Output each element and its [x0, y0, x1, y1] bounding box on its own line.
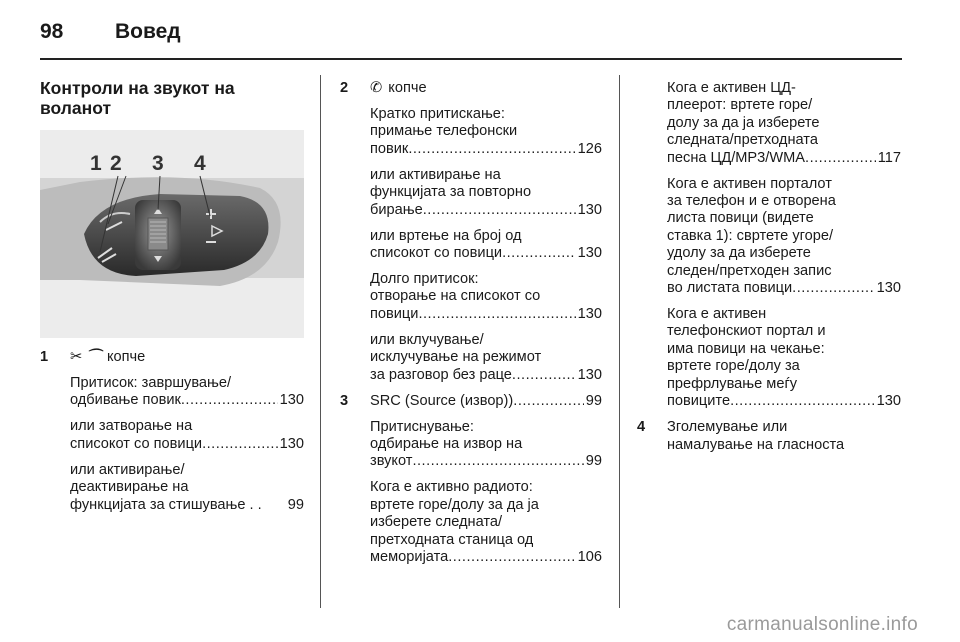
entry-line: одбирање на извор на [370, 436, 523, 453]
entry-ref-line [70, 392, 304, 409]
item-heading: копче [106, 349, 146, 365]
entry-line: Притиснување: [370, 418, 474, 435]
entry-line: или активирање/ [70, 461, 185, 478]
page-ref: 130 [577, 366, 602, 383]
entry [370, 332, 602, 384]
leader-dots [418, 306, 575, 323]
entry-ref-line [370, 549, 602, 566]
entry-line: намалување на гласноста [667, 436, 845, 453]
entry-line: префрлување меѓу [667, 375, 798, 392]
entry-line: плеерот: вртете горе/ [667, 97, 813, 114]
entry-ref-line [370, 453, 602, 470]
leader-dots [202, 436, 278, 453]
entry-line: за телефон и е отворена [667, 193, 836, 210]
leader-dots [730, 393, 875, 410]
column-2-items [340, 80, 602, 575]
entry-line: повици [370, 305, 419, 322]
entry-line: телефонскиот портал и [667, 323, 826, 340]
entry-line: исклучување на режимот [370, 349, 542, 366]
page-ref: 130 [279, 435, 304, 452]
page-ref: 117 [877, 149, 901, 166]
entry-ref-line [70, 436, 304, 453]
entry [370, 228, 602, 263]
entry-line: функцијата за повторно [370, 184, 532, 201]
item-number: 3 [340, 392, 349, 409]
entry-line: меморијата [370, 549, 449, 566]
page-ref: 106 [577, 549, 602, 566]
item-1 [40, 349, 304, 514]
entry-line: во листата повици [667, 280, 793, 297]
header-rule [40, 58, 902, 60]
page-ref: 99 [287, 496, 304, 513]
figure-callout: 1 [90, 152, 102, 175]
item-4 [637, 419, 901, 454]
item-heading-line [70, 349, 304, 366]
leader-dots [805, 150, 876, 167]
entry-ref-line [370, 367, 602, 384]
page-ref: 130 [577, 201, 602, 218]
entry-ref-line [667, 150, 901, 167]
entry-line: примање телефонски [370, 123, 518, 140]
leader-dots [512, 367, 576, 384]
leader-dots [423, 202, 576, 219]
watermark: carmanualsonline.info [726, 614, 918, 635]
item-2 [340, 80, 602, 384]
entry-line: списокот со повици [370, 245, 503, 262]
entry [70, 418, 304, 453]
entry-line: или вртење на број од [370, 227, 522, 244]
entry-line: листа повици (видете [667, 210, 814, 227]
item-number: 2 [340, 80, 349, 96]
entry-line: или вклучување/ [370, 331, 484, 348]
page-ref: 130 [577, 245, 602, 262]
column-divider [619, 75, 620, 608]
entry-line: Кога е активен [667, 306, 767, 323]
entry-line: бирање [370, 201, 423, 218]
section-title: Контроли на звукот на воланот [40, 78, 235, 118]
entry-line: претходната станица од [370, 531, 534, 548]
entry [667, 306, 901, 410]
figure-callout: 2 [110, 152, 122, 175]
item-number: 4 [637, 419, 646, 436]
entry-ref-line [370, 306, 602, 323]
entry-line: изберете следната/ [370, 514, 503, 531]
entry [370, 419, 602, 471]
entry-ref-line [70, 497, 304, 514]
column-1-items [40, 349, 304, 523]
entry-line: деактивирање на [70, 479, 189, 496]
item-heading-line [370, 393, 602, 410]
item-3 [340, 393, 602, 567]
leader-dots [181, 392, 278, 409]
entry-line: долу за да ја изберете [667, 114, 820, 131]
page-ref: 99 [585, 453, 602, 470]
entry-line: или активирање на [370, 166, 501, 183]
entry-line: звукот [370, 453, 413, 470]
item-number: 1 [40, 349, 49, 365]
entry [370, 479, 602, 566]
entry-line: Кога е активен порталот [667, 175, 832, 192]
item-heading: SRC (Source (извор)) [370, 392, 514, 409]
entry-line: удолу за да изберете [667, 245, 811, 262]
leader-dots [513, 393, 584, 410]
entry-line: Кога е активно радиото: [370, 479, 533, 496]
entry [667, 80, 901, 167]
item-heading-line [370, 80, 602, 97]
entry-line: списокот со повици [70, 435, 203, 452]
leader-dots [792, 280, 874, 297]
entry [667, 419, 901, 454]
entry [370, 106, 602, 158]
page-ref: 130 [577, 305, 602, 322]
entry-line: повик [370, 140, 409, 157]
steering-wheel-controls-illustration [40, 130, 304, 338]
entry-ref-line [370, 245, 602, 262]
entry [667, 176, 901, 298]
page-ref: 126 [577, 140, 602, 157]
entry-line: отворање на списокот со [370, 288, 541, 305]
entry [70, 375, 304, 410]
entry-line: следен/претходен запис [667, 262, 832, 279]
leader-dots [408, 141, 575, 158]
entry-line: Кога е активен ЦД- [667, 80, 796, 96]
entry-ref-line [667, 393, 901, 410]
figure-callout: 3 [152, 152, 164, 175]
entry-line: Зголемување или [667, 419, 788, 436]
entry-line: ставка 1): свртете угоре/ [667, 227, 834, 244]
entry-line: вртете горе/долу за да ја [370, 496, 539, 513]
leader-dots [502, 245, 576, 262]
page-ref: 130 [876, 393, 901, 410]
page-ref: 130 [876, 280, 901, 297]
entry-ref-line [370, 141, 602, 158]
steering-wheel-figure [40, 130, 304, 338]
entry-line: Долго притисок: [370, 271, 479, 288]
entry-line: Кратко притискање: [370, 106, 505, 122]
item-3-continued [637, 80, 901, 411]
figure-callout: 4 [194, 152, 206, 175]
entry [70, 462, 304, 514]
leader-dots [448, 549, 575, 566]
page-number: 98 [40, 20, 64, 43]
chapter-title: Вовед [115, 20, 181, 43]
entry-line: функцијата за стишување . . [70, 496, 262, 513]
entry-line: повиците [667, 393, 731, 410]
item-heading: копче [388, 80, 427, 96]
column-3-items [637, 80, 901, 463]
leader-dots [412, 453, 583, 470]
entry-line: за разговор без раце [370, 366, 512, 383]
page-ref: 99 [585, 392, 602, 409]
entry-line: вртете горе/долу за [667, 358, 800, 375]
entry-ref-line [667, 280, 901, 297]
entry-line: или затворање на [70, 418, 193, 435]
entry-line: има повици на чекање: [667, 340, 825, 357]
entry-ref-line [370, 202, 602, 219]
entry-line: одбивање повик [70, 392, 181, 409]
entry-line: Притисок: завршување/ [70, 375, 232, 391]
entry-line: песна ЦД/MP3/WMA [667, 149, 806, 166]
entry [370, 167, 602, 219]
phone-icon: ✆ [370, 80, 383, 96]
entry [370, 271, 602, 323]
page-ref: 130 [279, 392, 304, 409]
entry-line: следната/претходната [667, 132, 818, 149]
hang-up-mute-icon: ✂ ⌒ [70, 349, 101, 365]
column-divider [320, 75, 321, 608]
